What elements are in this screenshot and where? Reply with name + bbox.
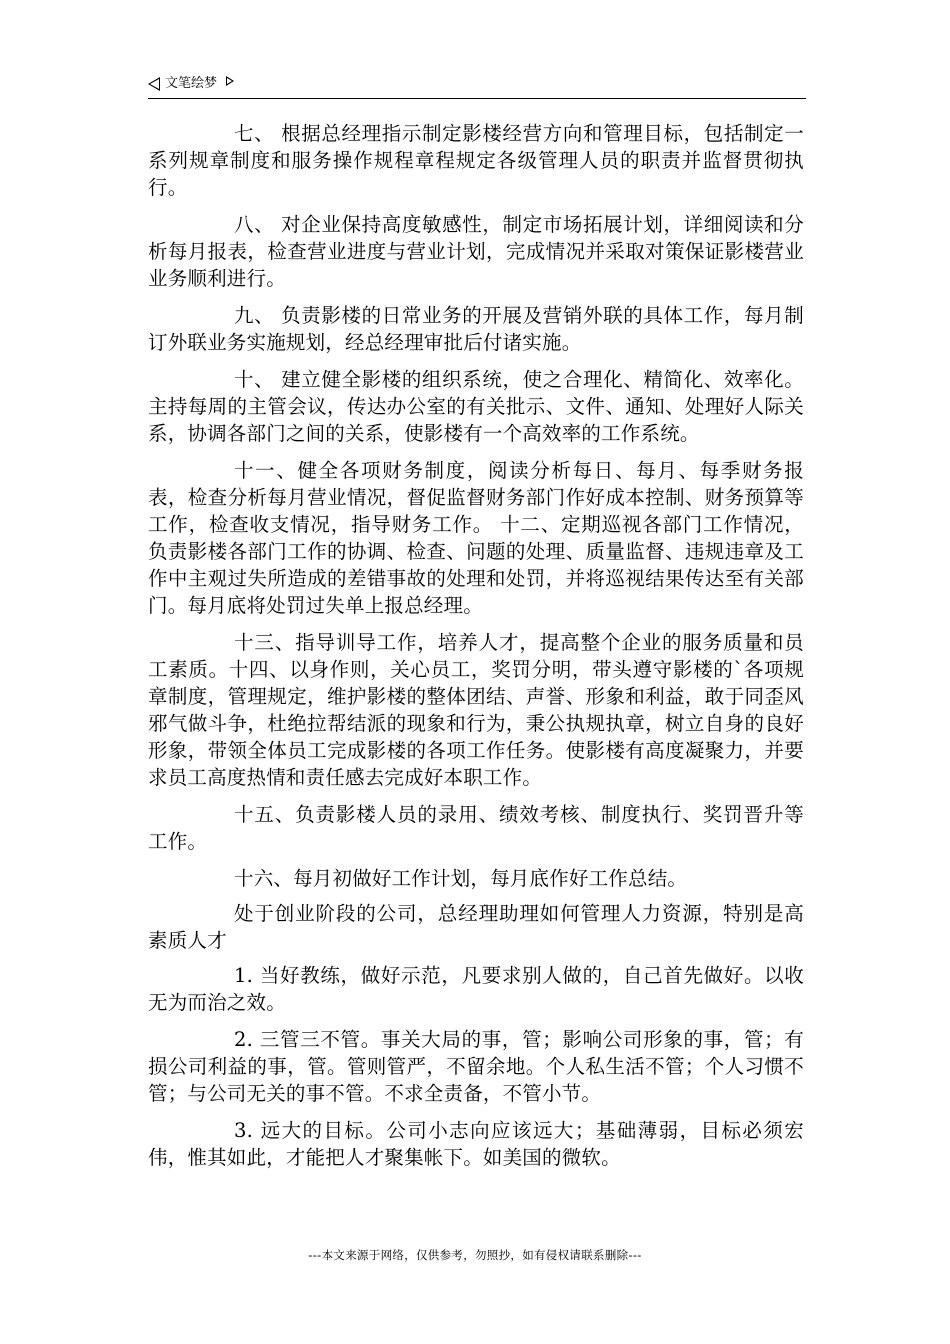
paragraph-13-14: 十三、指导训导工作，培养人才，提高整个企业的服务质量和员工素质。十四、以身作则，关心员工，奖罚分明，带头遵守影楼的`各项规章制度，管理规定，维护影楼的整体团结、声誉、形象和利益，敢于同歪风邪气做斗争，杜绝拉帮结派的现象和行为，秉公执规执章，树立自身的良好形象，带领全体员工完成影楼的各项工作任务。使影楼有高度凝聚力，并要求员工高度热情和责任感去完成好本职工作。 (148, 631, 804, 789)
document-body (148, 120, 804, 1181)
paragraph-point-3: 3. 远大的目标。公司小志向应该远大；基础薄弱，目标必须宏伟，惟其如此，才能把人才聚集帐下。如美国的微软。 (148, 1119, 804, 1169)
page-header (148, 72, 806, 99)
paragraph-11-12: 十一、健全各项财务制度，阅读分析每日、每月、每季财务报表，检查分析每月营业情况，督促监督财务部门作好成本控制、财务预算等工作，检查收支情况，指导财务工作。 十二、定期巡视各部门工作情况，负责影楼各部门工作的协调、检查、问题的处理、质量监督、违规违章及工作中主观过失所造成的差错事故的处理和处罚，并将巡视结果传达至有关部门。每月底将处罚过失单上报总经理。 (148, 459, 804, 617)
paragraph-point-2: 2. 三管三不管。事关大局的事，管；影响公司形象的事，管；有损公司利益的事，管。管则管严，不留余地。个人私生活不管；个人习惯不管；与公司无关的事不管。不求全责备，不管小节。 (148, 1028, 804, 1105)
page-footer: ---本文来源于网络，仅供参考，勿照抄，如有侵权请联系删除--- (308, 1248, 642, 1262)
triangle-left-icon (148, 77, 160, 91)
paragraph-10: 十、 建立健全影楼的组织系统，使之合理化、精简化、效率化。主持每周的主管会议，传达办公室的有关批示、文件、通知、处理好人际关系，协调各部门之间的关系，使影楼有一个高效率的工作系统。 (148, 368, 804, 445)
paragraph-7: 七、 根据总经理指示制定影楼经营方向和管理目标，包括制定一系列规章制度和服务操作规程章程规定各级管理人员的职责并监督贯彻执行。 (148, 122, 804, 199)
header-brand (148, 76, 234, 92)
triangle-right-icon (226, 76, 234, 86)
paragraph-intro-hr: 处于创业阶段的公司，总经理助理如何管理人力资源，特别是高素质人才 (148, 902, 804, 952)
paragraph-15: 十五、负责影楼人员的录用、绩效考核、制度执行、奖罚晋升等工作。 (148, 803, 804, 853)
paragraph-9: 九、 负责影楼的日常业务的开展及营销外联的具体工作，每月制订外联业务实施规划，经总经理审批后付诸实施。 (148, 304, 804, 354)
header-brand-text: 文笔绘梦 (165, 76, 218, 91)
paragraph-8: 八、 对企业保持高度敏感性，制定市场拓展计划，详细阅读和分析每月报表，检查营业进度与营业计划，完成情况并采取对策保证影楼营业业务顺利进行。 (148, 213, 804, 290)
paragraph-16: 十六、每月初做好工作计划，每月底作好工作总结。 (234, 867, 688, 890)
paragraph-point-1: 1. 当好教练，做好示范，凡要求别人做的，自己首先做好。以收无为而治之效。 (148, 964, 804, 1014)
